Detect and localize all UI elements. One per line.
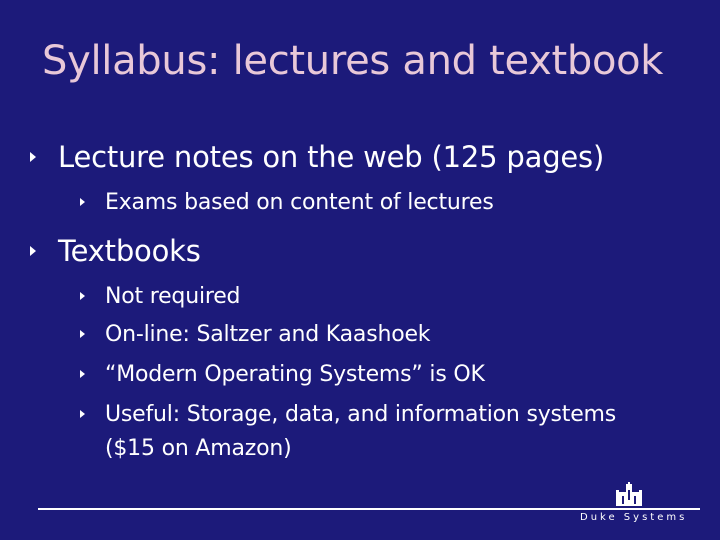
bullet-text: Textbooks — [58, 234, 201, 268]
footer-rule — [38, 508, 700, 510]
footer-logo-text: Duke Systems — [580, 512, 688, 523]
sub-bullet-useful-continuation: ($15 on Amazon) — [105, 436, 292, 461]
sub-bullet-not-required — [80, 284, 240, 309]
duke-chapel-logo-icon — [614, 482, 644, 508]
bullet-lecture-notes — [30, 140, 604, 174]
bullet-text: On-line: Saltzer and Kaashoek — [105, 322, 431, 347]
bullet-text: Exams based on content of lectures — [105, 190, 494, 215]
sub-bullet-exams — [80, 190, 494, 215]
bullet-arrow-icon — [80, 330, 85, 338]
bullet-textbooks — [30, 234, 201, 268]
bullet-arrow-icon — [80, 370, 85, 378]
bullet-text: Useful: Storage, data, and information systems — [105, 402, 617, 427]
bullet-arrow-icon — [30, 152, 36, 162]
bullet-arrow-icon — [80, 410, 85, 418]
slide-title: Syllabus: lectures and textbook — [42, 38, 664, 84]
bullet-arrow-icon — [30, 246, 36, 256]
bullet-arrow-icon — [80, 198, 85, 206]
sub-bullet-online — [80, 322, 430, 347]
bullet-text: Not required — [105, 284, 241, 309]
bullet-text: “Modern Operating Systems” is OK — [105, 362, 485, 387]
bullet-arrow-icon — [80, 292, 85, 300]
bullet-text: Lecture notes on the web (125 pages) — [58, 140, 605, 174]
sub-bullet-useful — [80, 402, 616, 427]
sub-bullet-modern-os — [80, 362, 485, 387]
